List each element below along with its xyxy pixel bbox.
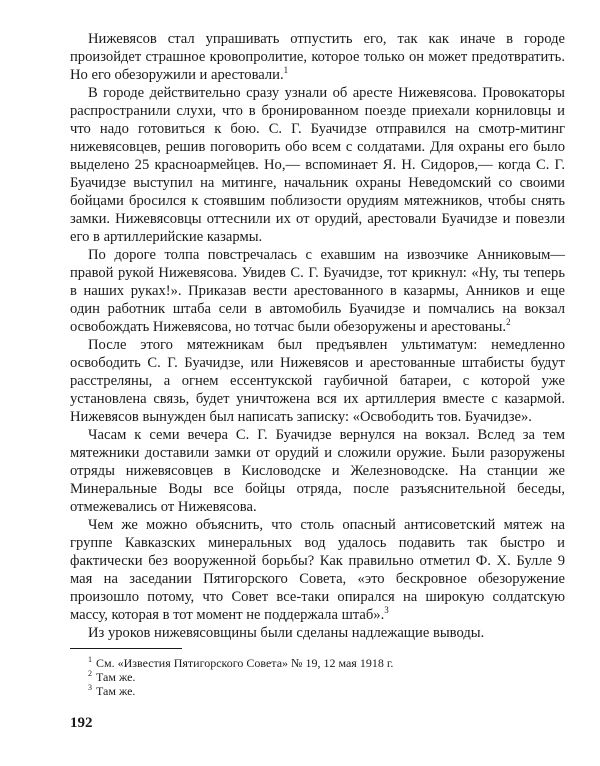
page-number: 192 [70,715,93,731]
footnote-divider [70,648,182,649]
footnote-mark: 1 [88,655,92,664]
paragraph-7: Из уроков нижевясовщины были сделаны надлежащие выводы. [88,625,485,641]
footnotes [88,656,566,698]
footnote-ref-2: 2 [506,317,511,328]
footnote-text: См. «Известия Пятигорского Совета» № 19, 12 мая 1918 г. [96,656,394,670]
footnote-2 [88,670,566,684]
paragraph-2: В городе действительно сразу узнали об аресте Нижевясова. Провокаторы распространили слухи, что в бронированном поезде приехали корниловцы и что надо готовиться к бою. С. Г. Буачидзе отправился на смотр-митинг нижевясовцев, решив поговорить обо всем с солдатами. Для охраны его было выделено 25 красноармейцев. Но,— вспоминает Я. Н. Сидоров,— когда С. Г. Буачидзе выступил на митинге, начальник охраны Неведомский со своими бойцами бросился к стоявшим поблизости орудиям мятежников, чтобы снять замки. Нижевясовцы оттеснили их от орудий, арестовали Буачидзе и повезли его в артиллерийские казармы. [70,85,565,245]
paragraph-3: По дороге толпа повстречалась с ехавшим на извозчике Анниковым—правой рукой Нижевясова. Увидев С. Г. Буачидзе, тот крикнул: «Ну, ты теперь в наших руках!». Приказав вести арестованного в казармы, Анников и еще один работник штаба сели в автомобиль Буачидзе и помчались на вокзал освобождать Нижевясова, но тотчас были обезоружены и арестованы.$^2$ [70,247,565,335]
footnote-mark: 3 [88,683,92,692]
footnote-mark: 2 [88,669,92,678]
footnote-text: Там же. [96,670,136,684]
paragraph-6: Чем же можно объяснить, что столь опасный антисоветский мятеж на группе Кавказских минеральных вод удалось подавить так быстро и фактически без вооруженной борьбы? Как правильно отметил Ф. Х. Булле 9 мая на заседании Пятигорского Совета, «это бескровное обезоружение произошло потому, что Совет все-таки опирался на широкую солдатскую массу, которая в тот момент не поддержала штаб».$^3$ [70,517,565,623]
paragraph-4: После этого мятежникам был предъявлен ультиматум: немедленно освободить С. Г. Буачидзе, или Нижевясов и арестованные штабисты будут расстреляны, а огнем ессентукской гаубичной батареи, с которой уже установлена связь, будет уничтожена вся их артиллерия вместе с казармой. Нижевясов вынужден был написать записку: «Освободить тов. Буачидзе». [70,337,565,425]
footnote-ref-1: 1 [283,65,289,76]
paragraph-1: Нижевясов стал упрашивать отпустить его, так как иначе в городе произойдет страшное кровопролитие, которое только он может предотвратить. Но его обезоружили и арестовали.$^1$ [70,31,565,83]
body-text [70,30,565,642]
footnote-1 [88,656,566,670]
footnote-text: Там же. [96,684,136,698]
paragraph-5: Часам к семи вечера С. Г. Буачидзе вернулся на вокзал. Вслед за тем мятежники доставили замки от орудий и сложили оружие. Были разоружены отряды нижевясовцев в Кисловодске и Железноводске. На станции же Минеральные Воды все бойцы отряда, после разъяснительной беседы, отмежевались от Нижевясова. [70,427,565,515]
footnote-ref-3: 3 [384,605,389,616]
footnote-3 [88,684,566,698]
